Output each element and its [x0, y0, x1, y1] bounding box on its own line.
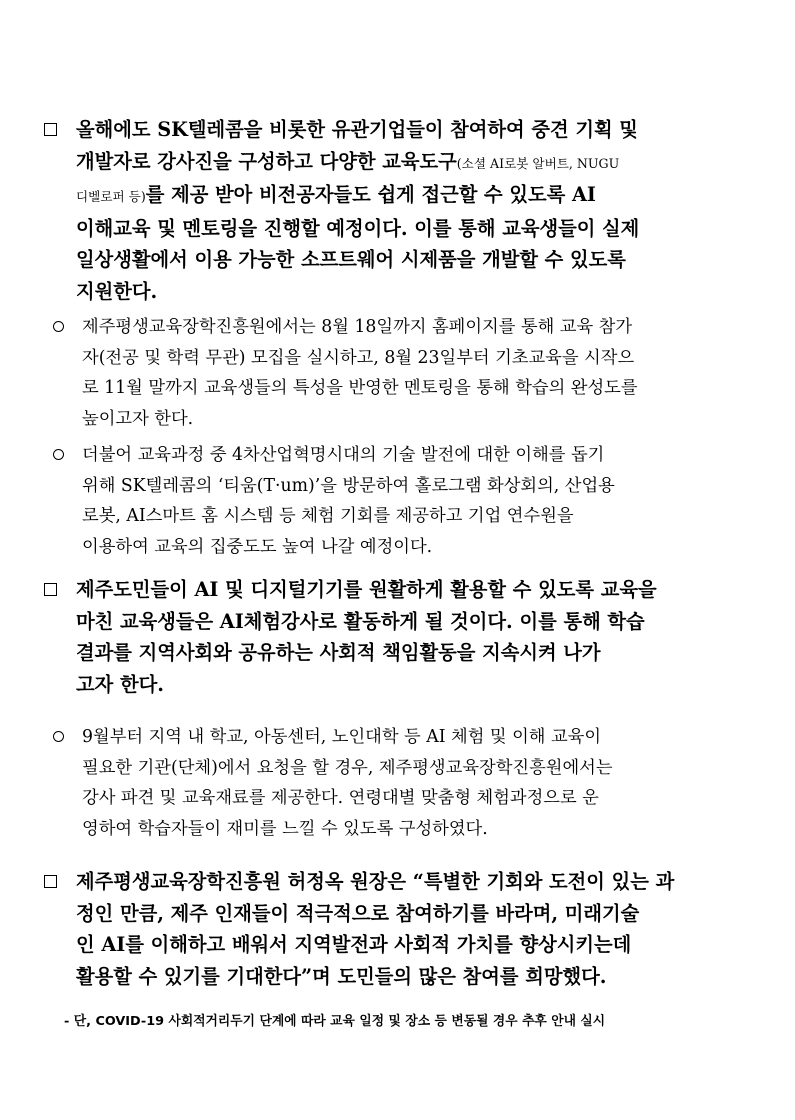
text-line: 결과를 지역사회와 공유하는 사회적 책임활동을 지속시켜 나가: [76, 641, 601, 664]
text-line: 9월부터 지역 내 학교, 아동센터, 노인대학 등 AI 체험 및 이해 교육이: [82, 727, 602, 747]
text-line: 영하여 학습자들이 재미를 느낄 수 있도록 구성하였다.: [82, 819, 488, 840]
text-line: 로 11월 말까지 교육생들의 특성을 반영한 멘토링을 통해 학습의 완성도를: [82, 378, 638, 399]
text-line: 일상생활에서 이용 가능한 소프트웨어 시제품을 개발할 수 있도록: [76, 248, 626, 271]
paragraph-3: [40, 440, 730, 563]
text-line: 이용하여 교육의 집중도도 높여 나갈 예정이다.: [82, 537, 433, 558]
text-line: 필요한 기관(단체)에서 요청을 할 경우, 제주평생교육장학진흥원에서는: [82, 757, 613, 778]
footnote: - 단, COVID-19 사회적거리두기 단계에 따라 교육 일정 및 장소 등 변동될 경우 추후 안내 실시: [64, 1014, 606, 1029]
text-line: 제주도민들이 AI 및 디지털기기를 원활하게 활용할 수 있도록 교육을: [76, 578, 657, 601]
text-line: 자(전공 및 학력 무관) 모집을 실시하고, 8월 23일부터 기초교육을 시작으: [82, 347, 635, 368]
text-line: 고자 한다.: [76, 672, 164, 696]
text-line: 로봇, AI스마트 홈 시스템 등 체험 기회를 제공하고 기업 연수원을: [82, 506, 574, 527]
text-line: 마친 교육생들은 AI체험강사로 활동하게 될 것이다. 이를 통해 학습: [76, 609, 645, 633]
small-note: 디벨로퍼 등): [76, 189, 146, 204]
paragraph-1: [40, 114, 730, 307]
text-line: 제주평생교육장학진흥원 허정옥 원장은 “특별한 기회와 도전이 있는 과: [76, 870, 675, 893]
text-line: 위해 SK텔레콤의 ‘티움(T·um)’을 방문하여 홀로그램 화상회의, 산업용: [82, 475, 615, 496]
text-line: 이해교육 및 멘토링을 진행할 예정이다. 이를 통해 교육생들이 실제: [76, 216, 640, 240]
text-line: 더불어 교육과정 중 4차산업혁명시대의 기술 발전에 대한 이해를 돕기: [82, 445, 605, 465]
text-line: 활용할 수 있기를 기대한다”며 도민들의 많은 참여를 희망했다.: [76, 964, 607, 988]
text-line: 강사 파견 및 교육재료를 제공한다. 연령대별 맞춤형 체험과정으로 운: [82, 788, 599, 809]
paragraph-6: [40, 866, 730, 992]
paragraph-2: [40, 312, 730, 435]
paragraph-4: [40, 574, 730, 700]
text-line: 지원한다.: [76, 279, 158, 303]
text-line: 제주평생교육장학진흥원에서는 8월 18일까지 홈페이지를 통해 교육 참가: [82, 317, 633, 337]
paragraph-5: [40, 722, 730, 845]
small-note: (소셜 AI로봇 알버트, NUGU: [456, 155, 620, 171]
text-line: 인 AI를 이해하고 배워서 지역발전과 사회적 가치를 향상시키는데: [76, 933, 632, 956]
text-line: 정인 만큼, 제주 인재들이 적극적으로 참여하기를 바라며, 미래기술: [76, 901, 640, 925]
text-line: 디벨로퍼 등)를 제공 받아 비전공자들도 쉽게 접근할 수 있도록 AI: [76, 183, 596, 206]
text-line: 높이고자 한다.: [82, 409, 194, 430]
text-line: 개발자로 강사진을 구성하고 다양한 교육도구(소셜 AI로봇 알버트, NUGU: [76, 149, 620, 173]
text-line: 올해에도 SK텔레콤을 비롯한 유관기업들이 참여하여 중견 기획 및: [76, 118, 638, 141]
